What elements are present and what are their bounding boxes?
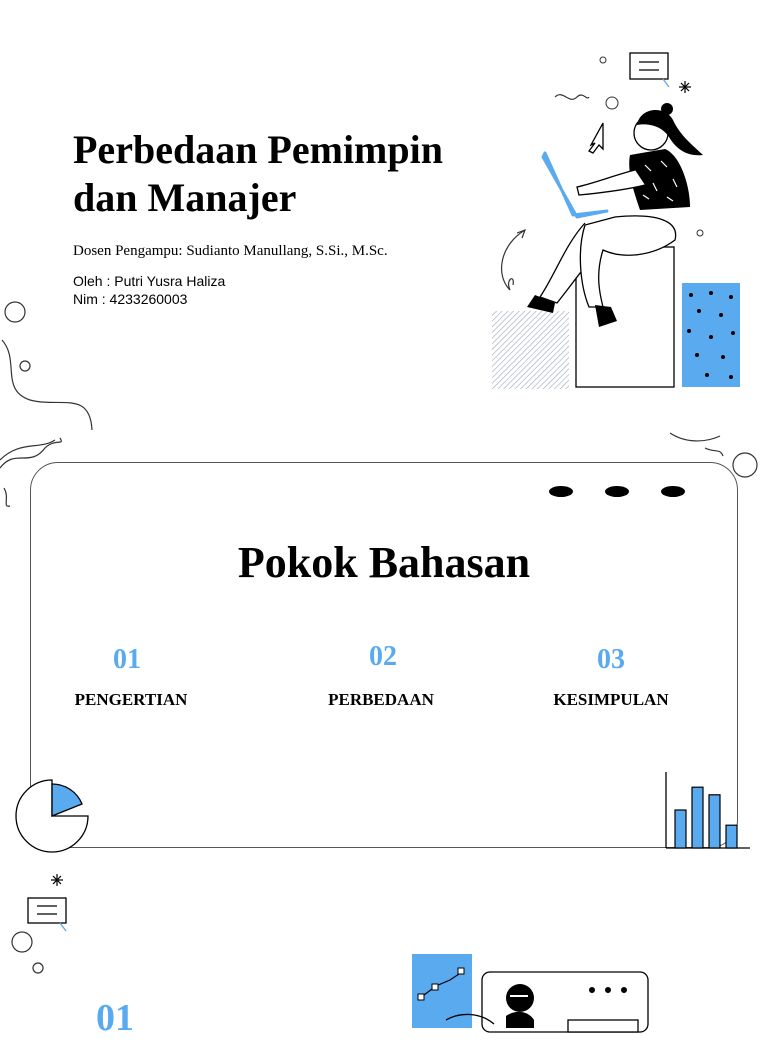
decoration-cluster (8, 868, 78, 978)
sparkle-icon (679, 81, 691, 93)
page-title: Perbedaan Pemimpin dan Manajer (73, 127, 443, 220)
window-dot (605, 486, 629, 497)
bar-chart-bar (675, 810, 686, 848)
bar-chart-bar (726, 825, 737, 848)
agenda-item-number: 02 (369, 641, 397, 672)
agenda-item-number: 03 (597, 644, 625, 675)
speech-bubble-icon (630, 53, 669, 87)
speech-bubble-icon (28, 898, 66, 931)
agenda-item-label: PENGERTIAN (74, 690, 188, 709)
sparkle-icon (51, 874, 63, 886)
window-dot (549, 486, 573, 497)
nim-line: Nim : 4233260003 (73, 291, 188, 307)
agenda-item-label: KESIMPULAN (553, 690, 669, 709)
bar-chart-bar (709, 795, 720, 848)
section-number: 01 (96, 997, 134, 1039)
bar-chart-icon (662, 770, 752, 852)
lecturer-line: Dosen Pengampu: Sudianto Manullang, S.Si., M.Sc. (73, 243, 388, 259)
author-line: Oleh : Putri Yusra Haliza (73, 273, 226, 289)
cursor-arrow-icon (589, 123, 603, 153)
agenda-item-label: PERBEDAAN (328, 690, 434, 709)
pie-chart-icon (14, 778, 94, 856)
bar-chart-bar (692, 787, 703, 848)
window-dot (661, 486, 685, 497)
person-computer-illustration (410, 950, 670, 1024)
agenda-item-number: 01 (113, 644, 141, 675)
woman-laptop-illustration (485, 45, 755, 395)
agenda-title: Pokok Bahasan (237, 538, 531, 587)
